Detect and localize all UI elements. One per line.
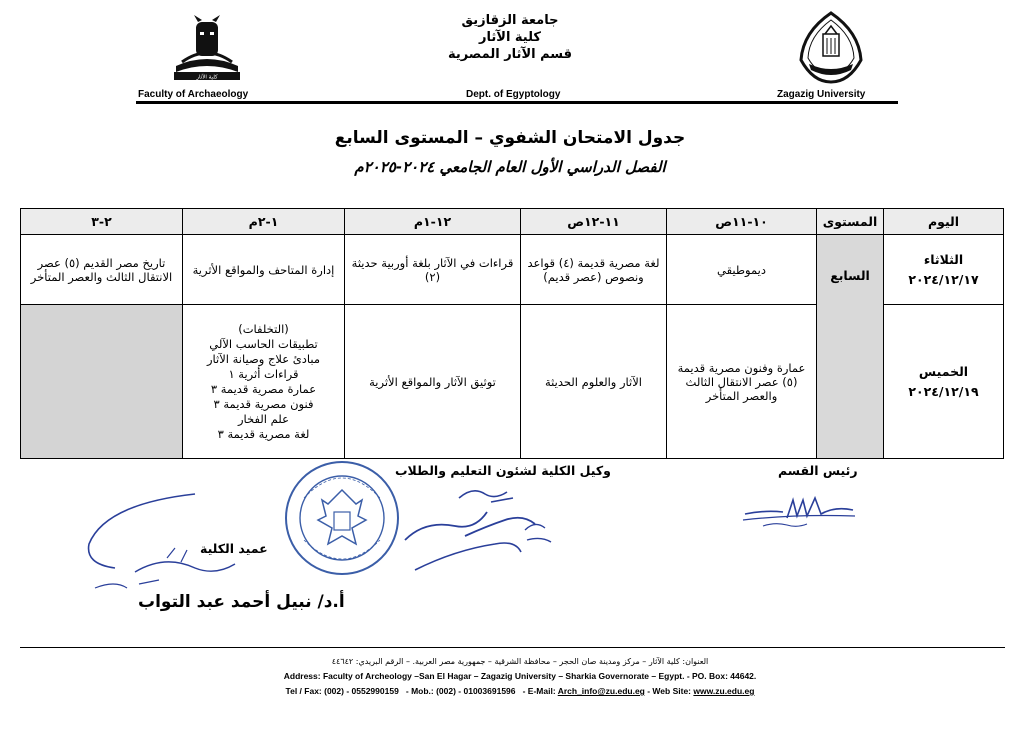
mobile: - Mob.: (002) - 01003691596 — [405, 686, 516, 696]
empty-cell — [21, 305, 183, 459]
official-stamp — [282, 458, 402, 578]
exam-cell: إدارة المتاحف والمواقع الأثرية — [183, 235, 345, 305]
contact-line — [160, 686, 880, 696]
faculty-logo — [170, 14, 244, 82]
day-cell — [884, 235, 1004, 305]
department-name-ar: قسم الآثار المصرية — [447, 47, 573, 62]
header-level: المستوى — [817, 209, 884, 235]
department-name-en: Dept. of Egyptology — [466, 89, 561, 100]
list-item: علم الفخار — [238, 411, 289, 426]
header-slot-2-3: ٢-٣ — [21, 209, 183, 235]
exam-cell: ديموطيقي — [667, 235, 817, 305]
page-subtitle: الفصل الدراسي الأول العام الجامعي ٢٠٢٤-٢٠٢٥م — [354, 158, 666, 176]
svg-text:كلية الآثار: كلية الآثار — [196, 74, 218, 81]
exam-cell: الآثار والعلوم الحديثة — [521, 305, 667, 459]
day-name: الثلاثاء — [923, 251, 964, 267]
day-cell — [884, 305, 1004, 459]
footer-divider — [20, 647, 1005, 648]
day-date: ٢٠٢٤/١٢/١٩ — [908, 383, 979, 399]
backlog-title: (التخلفات) — [238, 321, 289, 336]
page-title: جدول الامتحان الشفوي – المستوى السابع — [334, 128, 686, 148]
exam-cell: توثيق الآثار والمواقع الأثرية — [345, 305, 521, 459]
address-english: Address: Faculty of Archeology –San El Hagar – Zagazig University – Sharkia Governorate – Egypt. - PO. Box: 44642. — [283, 671, 757, 681]
email-label: - E-Mail: — [522, 686, 556, 696]
exam-cell: تاريخ مصر القديم (٥) عصر الانتقال الثالث والعصر المتأخر — [21, 235, 183, 305]
address-arabic: العنوان: كلية الآثار – مركز ومدينة صان الحجر – محافظة الشرقية – جمهورية مصر العربية. – الرقم البريدي: ٤٤٦٤٢ — [331, 657, 709, 666]
university-logo — [795, 10, 867, 86]
list-item: مبادئ علاج وصيانة الآثار — [206, 351, 321, 366]
university-name-ar: جامعة الزقازيق — [461, 13, 559, 28]
level-cell: السابع — [817, 235, 884, 459]
dean-label: عميد الكلية — [200, 541, 268, 556]
faculty-name-en: Faculty of Archaeology — [138, 89, 249, 100]
day-name: الخميس — [918, 363, 969, 379]
vice-dean-signature — [395, 480, 570, 585]
university-name-en: Zagazig University — [777, 89, 866, 100]
exam-cell: لغة مصرية قديمة (٤) قواعد ونصوص (عصر قديم) — [521, 235, 667, 305]
header-day: اليوم — [884, 209, 1004, 235]
list-item: قراءات أثرية ١ — [228, 366, 299, 381]
header-slot-11-12: ١١-١٢ص — [521, 209, 667, 235]
exam-cell: قراءات في الآثار بلغة أوربية حديثة (٢) — [345, 235, 521, 305]
list-item: فنون مصرية قديمة ٣ — [213, 396, 314, 411]
list-item: تطبيقات الحاسب الآلي — [209, 336, 318, 351]
day-date: ٢٠٢٤/١٢/١٧ — [908, 271, 979, 287]
vice-dean-label: وكيل الكلية لشئون التعليم والطلاب — [395, 463, 611, 478]
head-of-department-signature — [735, 492, 865, 532]
head-of-department-label: رئيس القسم — [778, 463, 858, 478]
list-item: لغة مصرية قديمة ٣ — [217, 426, 310, 441]
header-divider — [136, 101, 898, 104]
table-header-row — [21, 209, 1004, 235]
header-slot-1-2: ١-٢م — [183, 209, 345, 235]
website-label: - Web Site: — [647, 686, 691, 696]
exam-schedule-table — [20, 208, 1004, 459]
backlog-exams-cell — [183, 305, 345, 459]
table-row — [21, 235, 1004, 305]
faculty-name-ar: كلية الآثار — [479, 30, 541, 45]
tel-fax: Tel / Fax: (002) - 0552990159 — [285, 686, 399, 696]
exam-cell: عمارة وفنون مصرية قديمة (٥) عصر الانتقال الثالث والعصر المتأخر — [667, 305, 817, 459]
header-slot-10-11: ١٠-١١ص — [667, 209, 817, 235]
header-slot-12-1: ١٢-١م — [345, 209, 521, 235]
list-item: عمارة مصرية قديمة ٣ — [210, 381, 317, 396]
website-link[interactable]: www.zu.edu.eg — [693, 686, 755, 696]
email-link[interactable]: Arch_info@zu.edu.eg — [557, 686, 645, 696]
header-arabic-block — [380, 12, 640, 63]
dean-signature — [75, 484, 275, 599]
dean-name: أ.د/ نبيل أحمد عبد التواب — [138, 592, 345, 612]
